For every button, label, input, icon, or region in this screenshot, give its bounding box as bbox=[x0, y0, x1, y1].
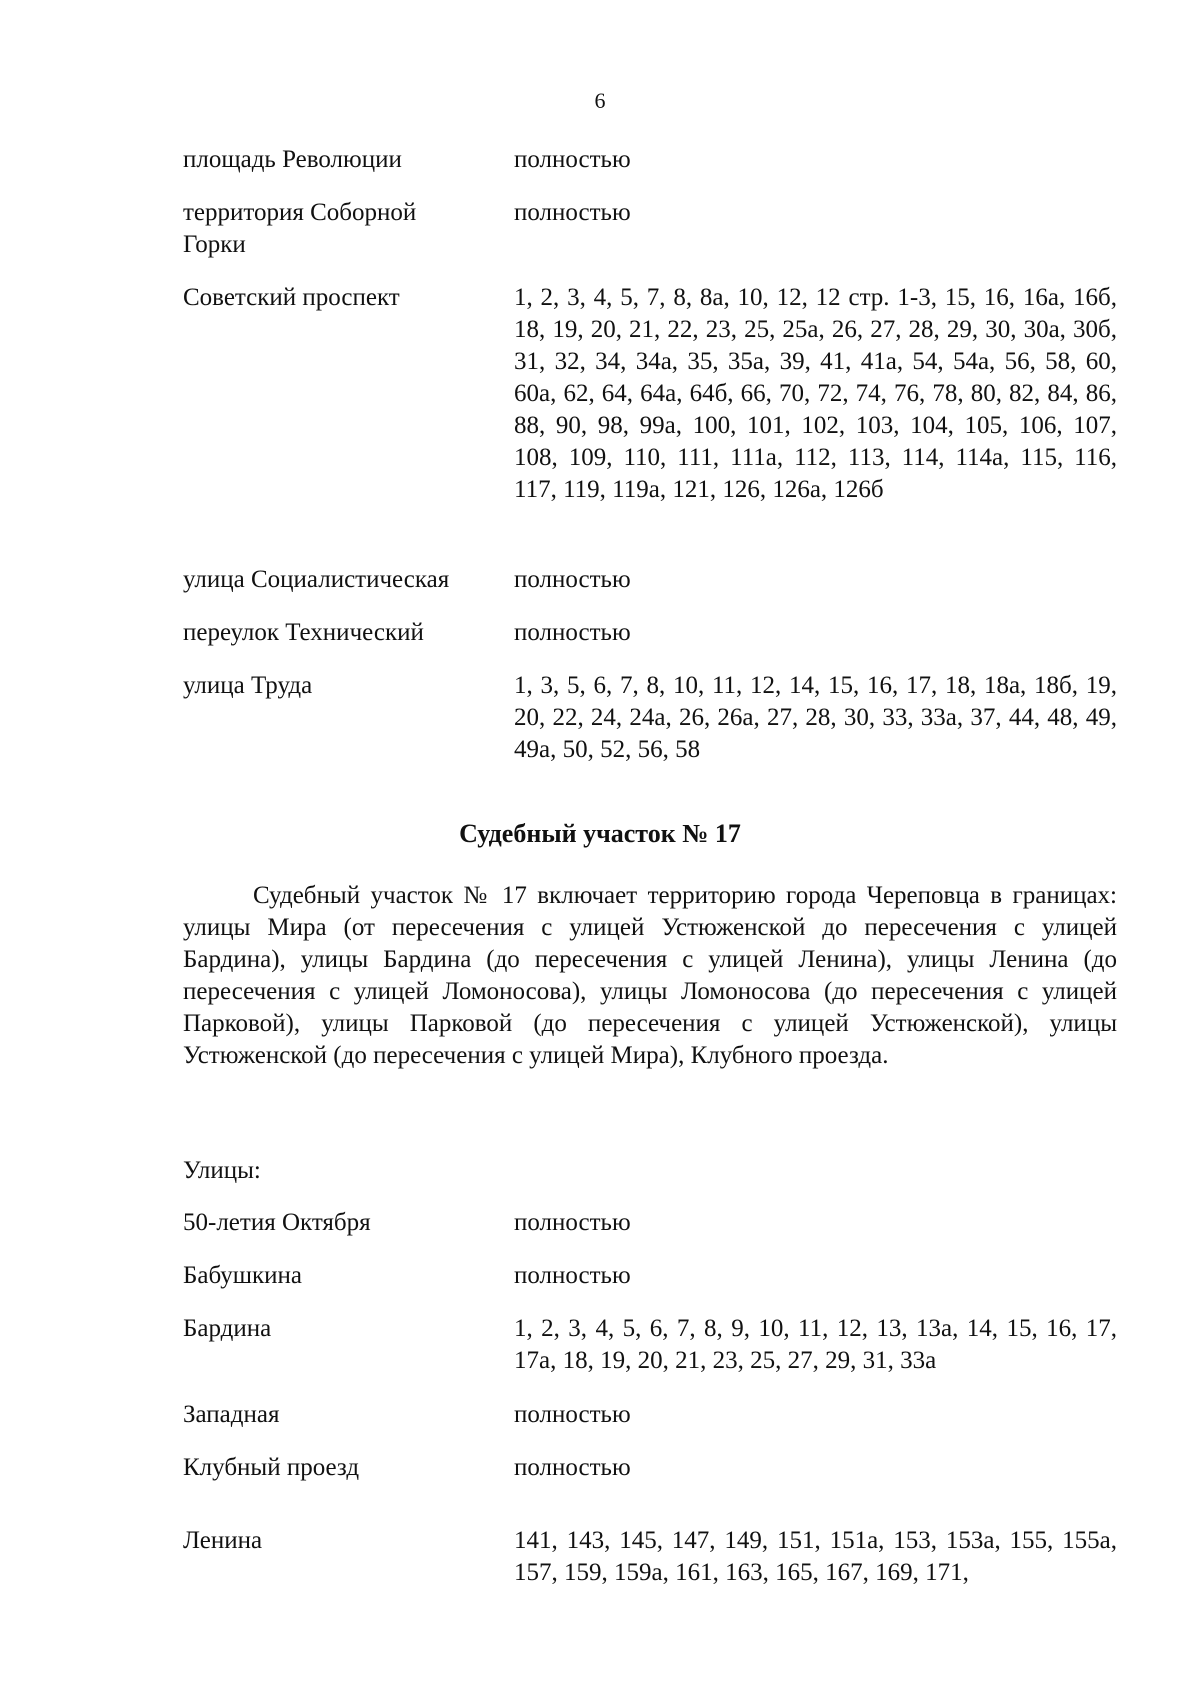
street-houses: полностью bbox=[514, 146, 631, 173]
street-houses: 1, 3, 5, 6, 7, 8, 10, 11, 12, 14, 15, 16, 17, 18, 18а, 18б, 19, 20, 22, 24, 24а, 26, 26а, 27, 28, 30, 33, 33а, 37, 44, 48, 49, 49а, 50, 52, 56, 58 bbox=[514, 672, 1117, 763]
page-number: 6 bbox=[594, 88, 606, 113]
street-name: площадь Революции bbox=[183, 146, 402, 173]
section-heading: Судебный участок № 17 bbox=[459, 819, 741, 848]
street-houses: 1, 2, 3, 4, 5, 7, 8, 8а, 10, 12, 12 стр. 1-3, 15, 16, 16а, 16б, 18, 19, 20, 21, 22, 23, 25, 25а, 26, 27, 28, 29, 30, 30а, 30б, 31, 32, 34, 34а, 35, 35а, 39, 41, 41а, 54, 54а, 56, 58, 60, 60а, 62, 64, 64а, 64б, 66, 70, 72, 74, 76, 78, 80, 82, 84, 86, 88, 90, 98, 99а, 100, 101, 102, 103, 104, 105, 106, 107, 108, 109, 110, 111, 111а, 112, 113, 114, 114а, 115, 116, 117, 119, 119а, 121, 126, 126а, 126б bbox=[514, 284, 1117, 503]
street-houses: полностью bbox=[514, 1262, 631, 1289]
street-name: Ленина bbox=[183, 1527, 263, 1554]
street-name: Бабушкина bbox=[183, 1262, 302, 1289]
street-name: Западная bbox=[183, 1401, 280, 1428]
street-houses: полностью bbox=[514, 199, 631, 226]
streets-label: Улицы: bbox=[183, 1157, 261, 1184]
street-houses: полностью bbox=[514, 1401, 631, 1428]
street-name: улица Труда bbox=[183, 672, 313, 699]
street-name: Бардина bbox=[183, 1315, 272, 1342]
street-houses: полностью bbox=[514, 1454, 631, 1481]
street-name: улица Социалистическая bbox=[183, 566, 450, 593]
street-name: Советский проспект bbox=[183, 284, 400, 311]
street-houses: полностью bbox=[514, 1209, 631, 1236]
street-name: территория Соборной Горки bbox=[183, 199, 417, 258]
street-houses: полностью bbox=[514, 619, 631, 646]
street-name: Клубный проезд bbox=[183, 1454, 360, 1481]
street-name: переулок Технический bbox=[183, 619, 424, 646]
section-description: Судебный участок № 17 включает территорию города Череповца в границах: улицы Мира (от пересечения с улицей Устюженской до пересечения с улицей Бардина), улицы Бардина (до пересечения с улицей Ленина), улицы Ленина (до пересечения с улицей Ломоносова), улицы Ломоносова (до пересечения с улицей Парковой), улицы Парковой (до пересечения с улицей Устюженской), улицы Устюженской (до пересечения с улицей Мира), Клубного проезда. bbox=[183, 882, 1117, 1069]
street-houses: 1, 2, 3, 4, 5, 6, 7, 8, 9, 10, 11, 12, 13, 13а, 14, 15, 16, 17, 17а, 18, 19, 20, 21, 23, 25, 27, 29, 31, 33а bbox=[514, 1315, 1117, 1374]
street-name: 50-летия Октября bbox=[183, 1209, 371, 1236]
street-houses: 141, 143, 145, 147, 149, 151, 151а, 153, 153а, 155, 155а, 157, 159, 159а, 161, 163, 165, 167, 169, 171, bbox=[514, 1527, 1117, 1586]
street-houses: полностью bbox=[514, 566, 631, 593]
